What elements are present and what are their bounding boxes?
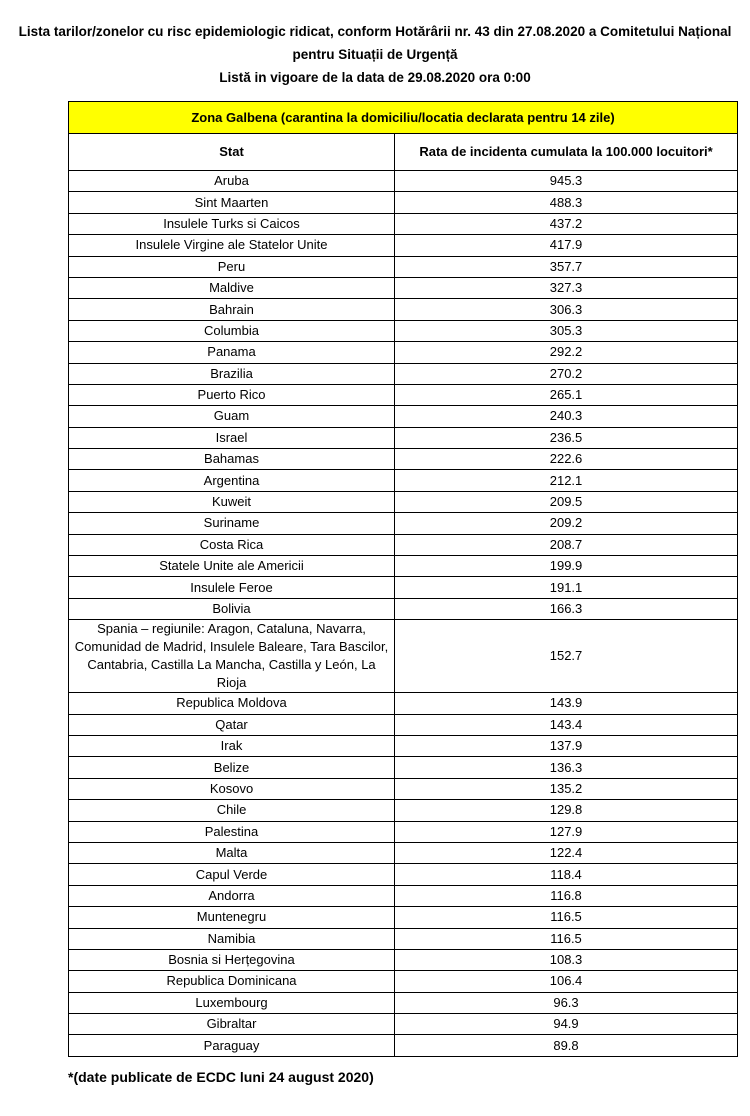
table-row bbox=[69, 556, 738, 577]
rate-cell: 212.1 bbox=[395, 470, 738, 491]
table-row bbox=[69, 949, 738, 970]
rate-cell: 305.3 bbox=[395, 320, 738, 341]
state-cell: Israel bbox=[69, 427, 395, 448]
state-cell: Bolivia bbox=[69, 598, 395, 619]
state-cell: Gibraltar bbox=[69, 1014, 395, 1035]
rate-cell: 437.2 bbox=[395, 213, 738, 234]
state-cell: Sint Maarten bbox=[69, 192, 395, 213]
column-header-row bbox=[69, 134, 738, 171]
document-header bbox=[0, 20, 750, 89]
state-cell: Republica Moldova bbox=[69, 693, 395, 714]
table-row bbox=[69, 885, 738, 906]
table-row bbox=[69, 256, 738, 277]
footnote: *(date publicate de ECDC luni 24 august 2020) bbox=[68, 1069, 374, 1085]
table-row bbox=[69, 171, 738, 192]
zone-title-row bbox=[69, 102, 738, 134]
rate-cell: 240.3 bbox=[395, 406, 738, 427]
table-row bbox=[69, 449, 738, 470]
state-cell: Bahrain bbox=[69, 299, 395, 320]
state-cell: Statele Unite ale Americii bbox=[69, 556, 395, 577]
rate-cell: 945.3 bbox=[395, 171, 738, 192]
table-row bbox=[69, 384, 738, 405]
state-cell: Kosovo bbox=[69, 778, 395, 799]
state-cell: Guam bbox=[69, 406, 395, 427]
table-row bbox=[69, 693, 738, 714]
table-row bbox=[69, 864, 738, 885]
table-row bbox=[69, 406, 738, 427]
rate-cell: 152.7 bbox=[395, 620, 738, 693]
rate-cell: 222.6 bbox=[395, 449, 738, 470]
rate-cell: 270.2 bbox=[395, 363, 738, 384]
rate-cell: 129.8 bbox=[395, 800, 738, 821]
rate-cell: 108.3 bbox=[395, 949, 738, 970]
rate-cell: 306.3 bbox=[395, 299, 738, 320]
state-cell: Andorra bbox=[69, 885, 395, 906]
table-row bbox=[69, 821, 738, 842]
rate-cell: 209.5 bbox=[395, 491, 738, 512]
state-cell: Maldive bbox=[69, 277, 395, 298]
rate-cell: 122.4 bbox=[395, 842, 738, 863]
table-row bbox=[69, 992, 738, 1013]
rate-cell: 209.2 bbox=[395, 513, 738, 534]
table-row bbox=[69, 192, 738, 213]
state-cell: Suriname bbox=[69, 513, 395, 534]
table-row bbox=[69, 714, 738, 735]
rate-cell: 417.9 bbox=[395, 235, 738, 256]
rate-cell: 136.3 bbox=[395, 757, 738, 778]
state-cell: Insulele Virgine ale Statelor Unite bbox=[69, 235, 395, 256]
table-row bbox=[69, 427, 738, 448]
rate-cell: 357.7 bbox=[395, 256, 738, 277]
rate-cell: 116.5 bbox=[395, 907, 738, 928]
table-row bbox=[69, 757, 738, 778]
column-header-state: Stat bbox=[69, 134, 395, 171]
state-cell: Puerto Rico bbox=[69, 384, 395, 405]
rate-cell: 199.9 bbox=[395, 556, 738, 577]
rate-cell: 292.2 bbox=[395, 342, 738, 363]
state-cell: Aruba bbox=[69, 171, 395, 192]
state-cell: Columbia bbox=[69, 320, 395, 341]
state-cell: Paraguay bbox=[69, 1035, 395, 1056]
state-cell: Muntenegru bbox=[69, 907, 395, 928]
rate-cell: 208.7 bbox=[395, 534, 738, 555]
table-row bbox=[69, 620, 738, 693]
rate-cell: 166.3 bbox=[395, 598, 738, 619]
rate-cell: 143.4 bbox=[395, 714, 738, 735]
state-cell: Capul Verde bbox=[69, 864, 395, 885]
rate-cell: 116.8 bbox=[395, 885, 738, 906]
table-row bbox=[69, 928, 738, 949]
table-row bbox=[69, 277, 738, 298]
rate-cell: 265.1 bbox=[395, 384, 738, 405]
rate-cell: 236.5 bbox=[395, 427, 738, 448]
state-cell: Luxembourg bbox=[69, 992, 395, 1013]
state-cell: Costa Rica bbox=[69, 534, 395, 555]
table-row bbox=[69, 842, 738, 863]
header-validity-line: Listă in vigoare de la data de 29.08.2020 ora 0:00 bbox=[219, 70, 531, 85]
table-row bbox=[69, 213, 738, 234]
rate-cell: 118.4 bbox=[395, 864, 738, 885]
table-row bbox=[69, 598, 738, 619]
zone-title: Zona Galbena (carantina la domiciliu/locatia declarata pentru 14 zile) bbox=[69, 102, 738, 134]
rate-cell: 89.8 bbox=[395, 1035, 738, 1056]
table-row bbox=[69, 470, 738, 491]
rate-cell: 327.3 bbox=[395, 277, 738, 298]
table-row bbox=[69, 1035, 738, 1056]
state-cell: Palestina bbox=[69, 821, 395, 842]
table-row bbox=[69, 363, 738, 384]
table-body bbox=[69, 171, 738, 1057]
table-row bbox=[69, 534, 738, 555]
table-row bbox=[69, 235, 738, 256]
state-cell: Insulele Turks si Caicos bbox=[69, 213, 395, 234]
table-row bbox=[69, 342, 738, 363]
table-row bbox=[69, 735, 738, 756]
state-cell: Insulele Feroe bbox=[69, 577, 395, 598]
state-cell: Republica Dominicana bbox=[69, 971, 395, 992]
rate-cell: 135.2 bbox=[395, 778, 738, 799]
state-cell: Spania – regiunile: Aragon, Cataluna, Navarra, Comunidad de Madrid, Insulele Baleare, Tara Bascilor, Cantabria, Castilla La Mancha, Castilla y León, La Rioja bbox=[69, 620, 395, 693]
state-cell: Peru bbox=[69, 256, 395, 277]
state-cell: Namibia bbox=[69, 928, 395, 949]
table-row bbox=[69, 1014, 738, 1035]
state-cell: Irak bbox=[69, 735, 395, 756]
table-row bbox=[69, 800, 738, 821]
state-cell: Panama bbox=[69, 342, 395, 363]
rate-cell: 488.3 bbox=[395, 192, 738, 213]
table-row bbox=[69, 971, 738, 992]
state-cell: Argentina bbox=[69, 470, 395, 491]
rate-cell: 137.9 bbox=[395, 735, 738, 756]
table-row bbox=[69, 320, 738, 341]
rate-cell: 143.9 bbox=[395, 693, 738, 714]
state-cell: Belize bbox=[69, 757, 395, 778]
table-row bbox=[69, 577, 738, 598]
rate-cell: 94.9 bbox=[395, 1014, 738, 1035]
table-row bbox=[69, 778, 738, 799]
state-cell: Malta bbox=[69, 842, 395, 863]
state-cell: Bahamas bbox=[69, 449, 395, 470]
rate-cell: 127.9 bbox=[395, 821, 738, 842]
rate-cell: 116.5 bbox=[395, 928, 738, 949]
rate-cell: 106.4 bbox=[395, 971, 738, 992]
state-cell: Kuweit bbox=[69, 491, 395, 512]
rate-cell: 96.3 bbox=[395, 992, 738, 1013]
rate-cell: 191.1 bbox=[395, 577, 738, 598]
state-cell: Chile bbox=[69, 800, 395, 821]
table-row bbox=[69, 491, 738, 512]
header-title-line2: pentru Situații de Urgență bbox=[292, 47, 458, 62]
state-cell: Brazilia bbox=[69, 363, 395, 384]
state-cell: Bosnia si Herțegovina bbox=[69, 949, 395, 970]
table-row bbox=[69, 907, 738, 928]
column-header-rate: Rata de incidenta cumulata la 100.000 locuitori* bbox=[395, 134, 738, 171]
state-cell: Qatar bbox=[69, 714, 395, 735]
table-row bbox=[69, 513, 738, 534]
table-row bbox=[69, 299, 738, 320]
risk-countries-table bbox=[68, 101, 738, 1057]
header-title-line1: Lista tarilor/zonelor cu risc epidemiologic ridicat, conform Hotărârii nr. 43 din 27.08.2020 a Comitetului Național bbox=[18, 24, 732, 39]
